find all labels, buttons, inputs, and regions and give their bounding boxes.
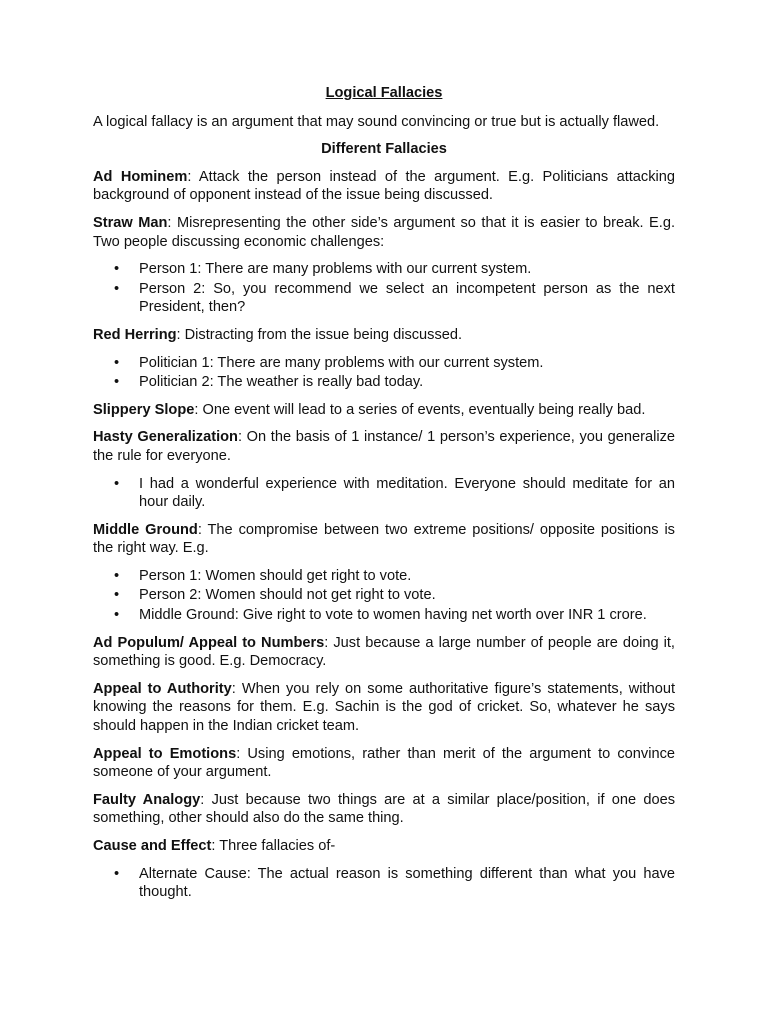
fallacy-paragraph: [93, 837, 675, 856]
bullet-icon: •: [114, 261, 120, 278]
bullet-icon: •: [114, 587, 120, 604]
example-list: [93, 567, 675, 625]
example-list: [93, 260, 675, 317]
fallacy-term: Appeal to Authority: [93, 680, 232, 697]
example-item: [93, 354, 675, 373]
bullet-icon: •: [114, 567, 120, 584]
bullet-icon: •: [114, 475, 120, 492]
bullet-icon: •: [114, 280, 120, 297]
example-list: [93, 354, 675, 392]
fallacy-term: Ad Hominem: [93, 168, 188, 185]
fallacy-paragraph: [93, 428, 675, 465]
fallacy-term: Slippery Slope: [93, 401, 195, 418]
example-item: [93, 475, 675, 512]
fallacy-paragraph: [93, 745, 675, 782]
fallacy-term: Hasty Generalization: [93, 429, 238, 446]
fallacy-description: : Attack the person instead of the argument. E.g. Politicians attacking background of opponent instead of the issue being discussed.: [93, 168, 675, 204]
example-item: [93, 260, 675, 279]
example-text: Alternate Cause: The actual reason is something different than what you have thought.: [139, 865, 675, 901]
fallacy-description: : Misrepresenting the other side’s argument so that it is easier to break. E.g. Two people discussing economic challenges:: [93, 214, 675, 250]
fallacy-paragraph: [93, 168, 675, 205]
fallacy-description: : Using emotions, rather than merit of the argument to convince someone of your argument.: [93, 745, 675, 781]
fallacy-term: Appeal to Emotions: [93, 745, 237, 762]
bullet-icon: •: [114, 374, 120, 391]
fallacy-description: : Just because a large number of people are doing it, something is good. E.g. Democracy.: [93, 634, 675, 670]
bullet-icon: •: [114, 865, 120, 882]
fallacy-paragraph: [93, 214, 675, 251]
document-page: [93, 84, 675, 911]
fallacy-description: : The compromise between two extreme positions/ opposite positions is the right way. E.g.: [93, 521, 675, 557]
section-heading: Different Fallacies: [321, 141, 447, 158]
example-item: [93, 606, 675, 625]
fallacy-term: Faulty Analogy: [93, 791, 201, 808]
fallacy-list: [93, 168, 675, 902]
fallacy-description: : Distracting from the issue being discussed.: [176, 326, 463, 343]
fallacy-paragraph: [93, 680, 675, 736]
example-text: Person 2: So, you recommend we select an incompetent person as the next President, then?: [139, 280, 675, 316]
example-text: Person 1: Women should get right to vote.: [139, 567, 412, 584]
bullet-icon: •: [114, 607, 120, 624]
fallacy-paragraph: [93, 521, 675, 558]
fallacy-term: Red Herring: [93, 326, 177, 343]
fallacy-paragraph: [93, 326, 675, 345]
intro-paragraph: A logical fallacy is an argument that may sound convincing or true but is actually flawed.: [93, 113, 660, 130]
fallacy-description: : Three fallacies of-: [211, 838, 336, 854]
example-text: Person 1: There are many problems with our current system.: [139, 261, 532, 278]
fallacy-term: Ad Populum/ Appeal to Numbers: [93, 634, 325, 651]
example-text: Person 2: Women should not get right to vote.: [139, 587, 436, 604]
example-text: Middle Ground: Give right to vote to women having net worth over INR 1 crore.: [139, 607, 647, 624]
fallacy-term: Middle Ground: [93, 521, 198, 538]
fallacy-paragraph: [93, 401, 675, 420]
bullet-icon: •: [114, 354, 120, 371]
example-list: [93, 475, 675, 512]
fallacy-paragraph: [93, 634, 675, 671]
fallacy-paragraph: [93, 791, 675, 828]
fallacy-description: : When you rely on some authoritative figure’s statements, without knowing the reasons for them. E.g. Sachin is the god of cricket. So, whatever he says should happen in the Indian cricket team.: [93, 680, 676, 735]
example-item: [93, 280, 675, 317]
example-item: [93, 865, 675, 902]
fallacy-description: : One event will lead to a series of events, eventually being really bad.: [194, 401, 646, 418]
fallacy-term: Straw Man: [93, 214, 168, 231]
fallacy-term: Cause and Effect: [93, 838, 212, 854]
document-title: Logical Fallacies: [325, 85, 443, 101]
example-item: [93, 567, 675, 586]
example-item: [93, 373, 675, 392]
example-text: Politician 2: The weather is really bad today.: [139, 374, 424, 391]
example-list: [93, 865, 675, 902]
example-text: I had a wonderful experience with meditation. Everyone should meditate for an hour daily.: [139, 475, 675, 511]
example-item: [93, 586, 675, 605]
fallacy-description: : Just because two things are at a similar place/position, if one does something, other should also do the same thing.: [93, 791, 676, 827]
example-text: Politician 1: There are many problems with our current system.: [139, 354, 544, 371]
fallacy-description: : On the basis of 1 instance/ 1 person’s experience, you generalize the rule for everyone.: [93, 429, 675, 464]
